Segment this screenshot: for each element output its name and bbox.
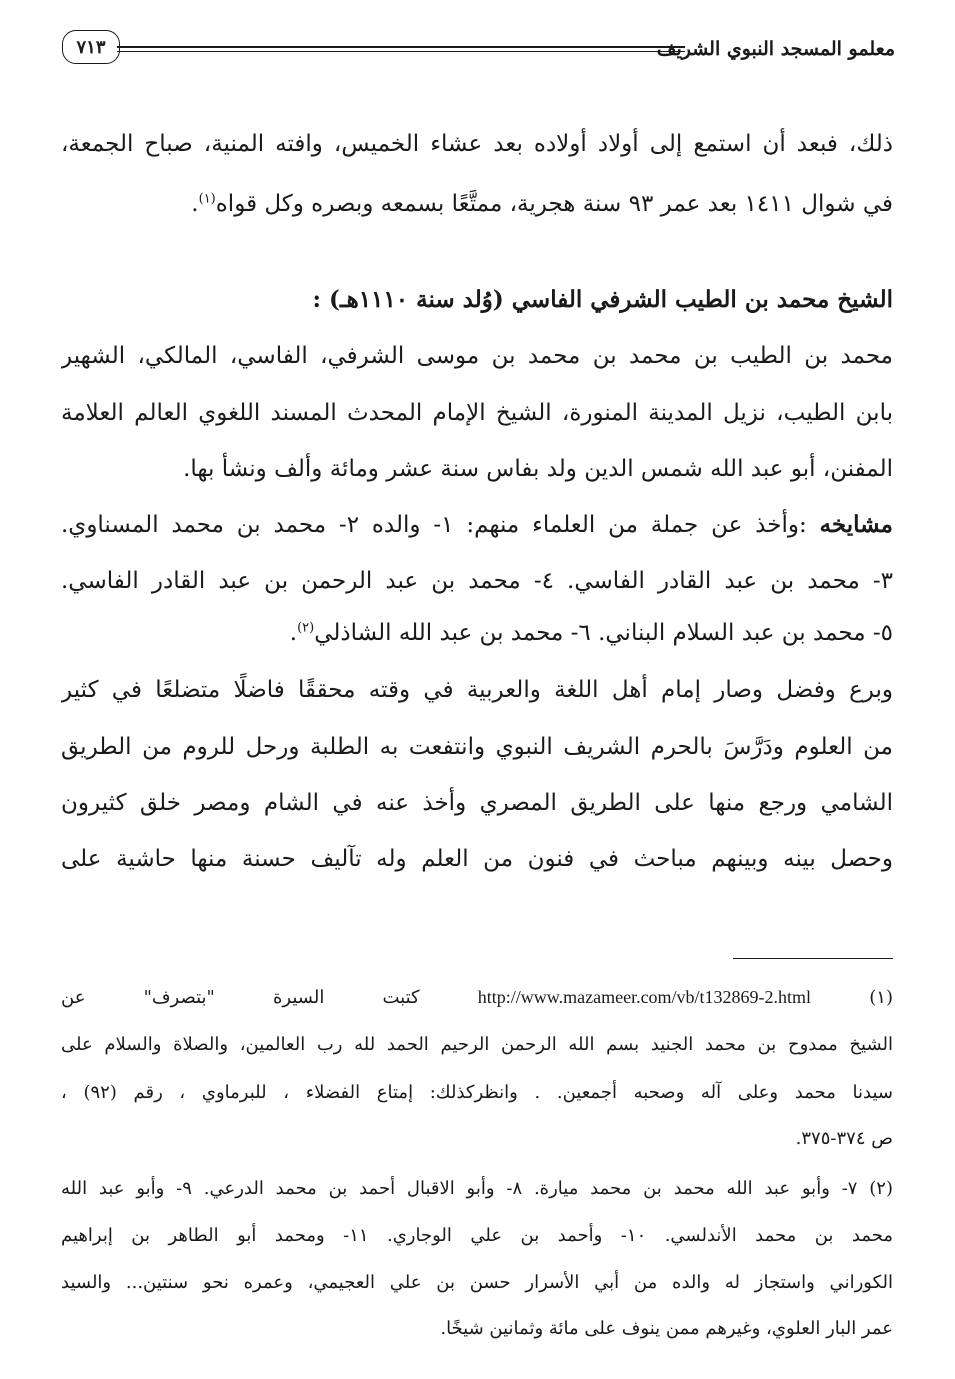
body-line: المفنن، أبو عبد الله شمس الدين ولد بفاس سنة عشر ومائة وألف ونشأ بها. [183, 456, 893, 482]
footnote-1-line: ص ٣٧٤-٣٧٥. [795, 1128, 893, 1149]
footnote-separator [733, 958, 893, 959]
body-line [61, 505, 893, 545]
page-number-box [62, 30, 120, 64]
body-line [61, 184, 893, 224]
footnote-2-line: محمد بن محمد الأندلسي. ١٠- وأحمد بن علي الوجاري. ١١- ومحمد أبو الطاهر بن إبراهيم [61, 1225, 893, 1246]
body-line: الشامي ورجع منها على الطريق المصري وأخذ عنه في الشام ومصر خلق كثيرون [61, 790, 893, 816]
footnote-number: (٢) [869, 1178, 893, 1199]
body-line [61, 613, 893, 653]
footnote-url: http://www.mazameer.com/vb/t132869-2.html [477, 987, 812, 1007]
running-header-title: معلمو المسجد النبوي الشريف [656, 38, 895, 60]
body-line: من العلوم ودَرَّسَ بالحرم الشريف النبوي وانتفعت به الطلبة ورحل للروم من الطريق [61, 734, 893, 760]
body-line: محمد بن الطيب بن محمد بن محمد بن موسى الشرفي، الفاسي، المالكي، الشهير [61, 343, 893, 369]
footnote-ref: (١) [198, 191, 216, 207]
footnote-1-line: سيدنا محمد وعلى آله وصحبه أجمعين. . وانظركذلك: إمتاع الفضلاء ، للبرماوي ، رقم (٩٢) ، [61, 1082, 893, 1103]
body-line: بابن الطيب، نزيل المدينة المنورة، الشيخ الإمام المحدث المسند اللغوي العالم العلامة [61, 400, 893, 426]
footnote-2-line: الكوراني واستجاز له والده من أبي الأسرار حسن بن علي العجيمي، وعمره نحو سنتين... والسيد [61, 1272, 893, 1293]
footnote-ref: (٢) [297, 620, 315, 636]
body-line: ذلك، فبعد أن استمع إلى أولاد أولاده بعد عشاء الخميس، وافته المنية، صباح الجمعة، [61, 131, 893, 157]
footnote-2-line [61, 1174, 893, 1204]
footnote-1-line: الشيخ ممدوح بن محمد الجنيد بسم الله الرحمن الرحيم الحمد لله رب العالمين، والصلاة والسلام على [61, 1034, 893, 1055]
section-heading: الشيخ محمد بن الطيب الشرفي الفاسي (وُلد سنة ١١١٠هـ) : [312, 286, 893, 313]
body-line-end: . [191, 191, 199, 217]
footnote-1-line [61, 982, 893, 1013]
body-line: وبرع وفضل وصار إمام أهل اللغة والعربية في وقته محققًا فاضلًا متضلعًا في كثير [61, 677, 893, 703]
body-line-text: :وأخذ عن جملة من العلماء منهم: ١- والده ٢- محمد بن محمد المسناوي. [61, 512, 820, 538]
body-line-text: ٥- محمد بن عبد السلام البناني. ٦- محمد بن عبد الله الشاذلي [314, 620, 893, 646]
footnote-number: (١) [869, 987, 893, 1008]
page-number: ٧١٣ [76, 36, 106, 58]
body-line: وحصل بينه وبينهم مباحث في فنون من العلم وله تآليف حسنة منها حاشية على [61, 846, 893, 872]
footnote-text: ٧- وأبو عبد الله محمد بن محمد ميارة. ٨- وأبو الاقبال أحمد بن محمد الدرعي. ٩- وأبو عبد الله [61, 1178, 858, 1199]
body-line-text: في شوال ١٤١١ بعد عمر ٩٣ سنة هجرية، ممتَّعًا بسمعه وبصره وكل قواه [215, 191, 893, 217]
body-line-end: . [289, 620, 298, 646]
body-line: ٣- محمد بن عبد القادر الفاسي. ٤- محمد بن عبد الرحمن بن عبد القادر الفاسي. [61, 568, 893, 594]
footnote-2-line: عمر البار العلوي، وغيرهم ممن ينوف على مائة وثمانين شيخًا. [440, 1318, 893, 1339]
footnote-text: كتبت السيرة "بتصرف" عن [61, 987, 420, 1008]
teachers-label: مشايخه [819, 511, 893, 538]
header-rule [117, 46, 685, 52]
